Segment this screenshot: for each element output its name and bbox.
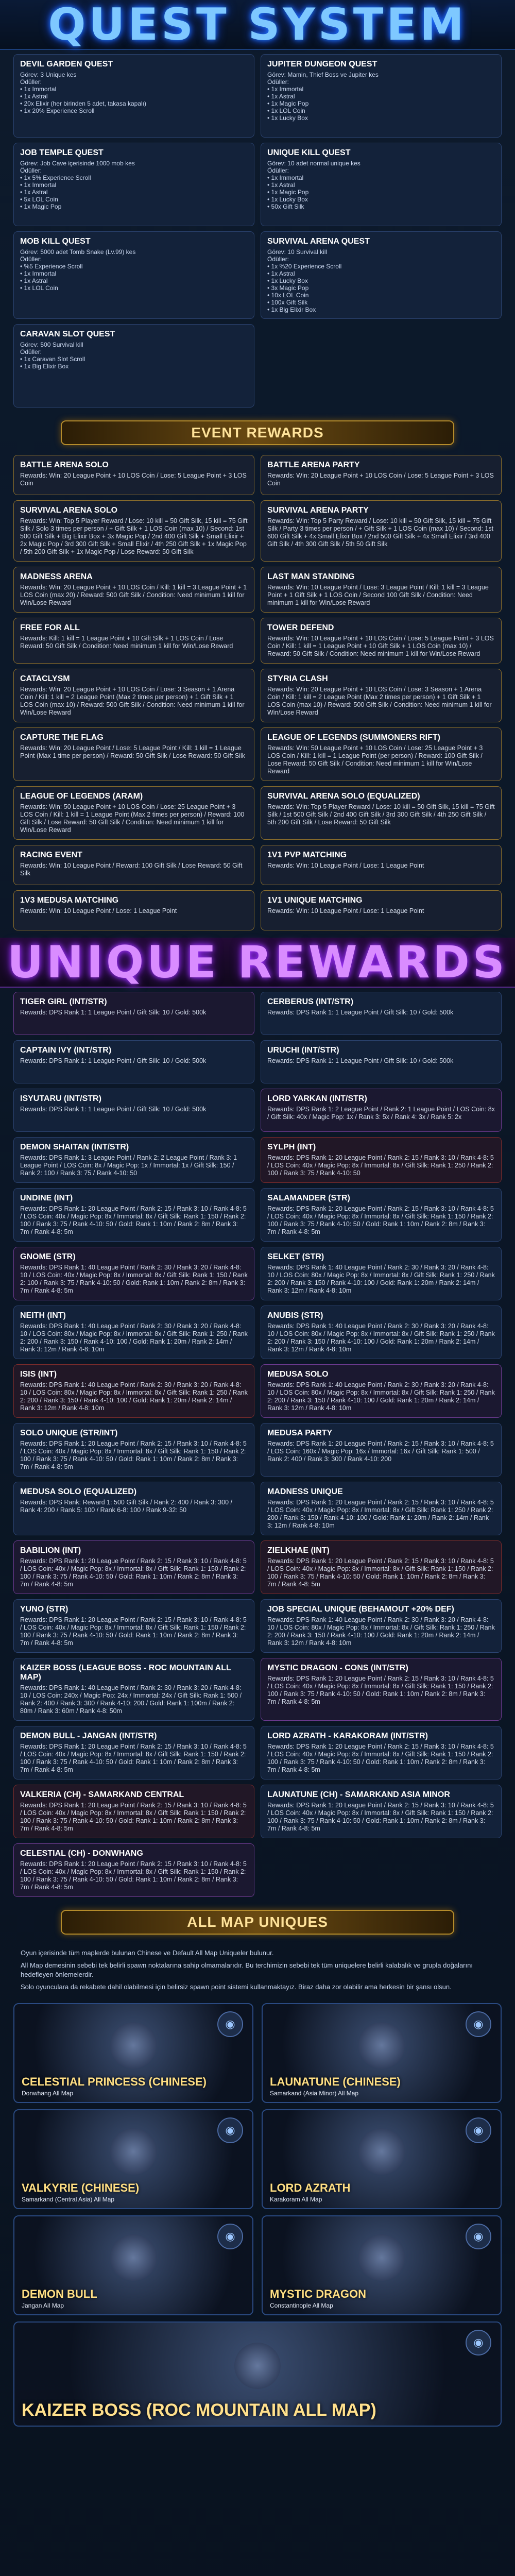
unique-title: ISIS (INT)	[20, 1370, 57, 1379]
tile-label	[270, 2287, 366, 2309]
event-title: TOWER DEFEND	[267, 623, 334, 632]
event-title: SURVIVAL ARENA PARTY	[267, 506, 369, 515]
map-pin-icon: ◉	[217, 2224, 243, 2249]
quest-line: • 1x Astral	[267, 270, 295, 277]
event-reward-card	[13, 890, 254, 930]
event-reward-text: Rewards: Win: 20 League Point + 10 LOS Coin / Lose: 3 Season + 1 Arena Coin / Kill: 1 kill = 2 League Point (Max 2 times per person) + 1 Gift Silk + 1 LOS Coin (max 10) / Reward: 500 Gift Silk / Condition: Need minimum 1 kill for Win/Lose Reward	[20, 686, 245, 716]
quest-card	[13, 54, 254, 138]
unique-reward-card	[261, 1726, 502, 1780]
unique-reward-card	[13, 1540, 254, 1594]
unique-hero-title: UNIQUE REWARDS	[7, 936, 508, 988]
quest-line: Ödüller:	[20, 78, 42, 86]
map-unique-tile[interactable]	[13, 2003, 253, 2103]
quest-line: • 1x Big Elixir Box	[267, 306, 316, 313]
event-title: LEAGUE OF LEGENDS (ARAM)	[20, 792, 143, 801]
quest-card	[261, 143, 502, 226]
event-title: SURVIVAL ARENA SOLO (EQUALIZED)	[267, 792, 420, 801]
all-map-description	[0, 1940, 515, 1998]
unique-reward-text: Rewards: DPS Rank 1: 1 League Point / Gift Silk: 10 / Gold: 500k	[20, 1009, 207, 1016]
tile-label	[270, 2181, 350, 2203]
event-reward-card	[261, 727, 502, 781]
unique-reward-card	[261, 1658, 502, 1721]
event-title: STYRIA CLASH	[267, 674, 328, 683]
tile-subtitle: Constantinople All Map	[270, 2302, 333, 2309]
unique-reward-card	[13, 1089, 254, 1132]
quest-line: • 20x Elixir (her birinden 5 adet, takasa kapalı)	[20, 100, 146, 107]
unique-reward-text: Rewards: DPS Rank 1: 20 League Point / Rank 2: 15 / Rank 3: 10 / Rank 4-8: 5 / LOS Coin: 40x / Magic Pop: 8x / Immortal: 8x / Gift Silk: Rank 1: 150 / Rank 2: 100 / Rank 3: 75 / Rank 4-10: 50 / Gold: Rank 1: 10m / Rank 2: 8m / Rank 3: 7m / Rank 4-8: 5m	[20, 1802, 247, 1832]
tile-subtitle: Karakoram All Map	[270, 2196, 322, 2203]
unique-title: SYLPH (INT)	[267, 1143, 316, 1151]
unique-reward-text: Rewards: DPS Rank 1: 20 League Point / Rank 2: 15 / Rank 3: 10 / Rank 4-8: 5 / LOS Coin: 40x / Magic Pop: 8x / Immortal: 8x / Gift Silk: Rank 1: 250 / Rank 2: 100 / Rank 3: 75 / Rank 4-10: 50	[267, 1154, 494, 1177]
unique-title: GNOME (STR)	[20, 1252, 76, 1261]
map-unique-tile[interactable]	[13, 2321, 502, 2427]
unique-title: TIGER GIRL (INT/STR)	[20, 997, 107, 1006]
unique-reward-card	[261, 1540, 502, 1594]
event-title: MADNESS ARENA	[20, 572, 93, 581]
event-reward-card	[13, 455, 254, 495]
event-rewards-banner	[61, 420, 454, 445]
quest-line: • 1x Magic Pop	[20, 203, 62, 210]
unique-reward-card	[13, 1423, 254, 1477]
unique-title: ISYUTARU (INT/STR)	[20, 1094, 101, 1103]
tile-name: LORD AZRATH	[270, 2181, 351, 2194]
unique-title: SOLO UNIQUE (STR/INT)	[20, 1429, 118, 1437]
quest-card	[13, 143, 254, 226]
quest-line: • 1x Immortal	[267, 86, 304, 93]
quest-line: • 100x Gift Silk	[267, 299, 308, 306]
unique-title: LORD AZRATH - KARAKORAM (INT/STR)	[267, 1732, 428, 1740]
unique-reward-text: Rewards: DPS Rank 1: 20 League Point / Rank 2: 15 / Rank 3: 10 / Rank 4-8: 5 / LOS Coin: 40x / Magic Pop: 8x / Immortal: 8x / Gift Silk: Rank 1: 150 / Rank 2: 100 / Rank 3: 75 / Rank 4-10: 50 / Gold: Rank 1: 10m / Rank 2: 8m / Rank 3: 7m / Rank 4-8: 5m	[20, 1743, 247, 1773]
tile-label	[22, 2075, 207, 2097]
unique-title: SELKET (STR)	[267, 1252, 324, 1261]
tile-name: LAUNATUNE (CHINESE)	[270, 2075, 401, 2088]
event-reward-card	[13, 567, 254, 613]
map-pin-icon: ◉	[466, 2330, 491, 2355]
unique-title: CERBERUS (INT/STR)	[267, 997, 354, 1006]
unique-reward-card	[261, 1247, 502, 1300]
quest-line: Görev: Mamin, Thief Boss ve Jupiter kes	[267, 71, 379, 78]
quest-line: • 3x Magic Pop	[267, 284, 309, 292]
unique-reward-card	[13, 1306, 254, 1359]
quest-card	[261, 231, 502, 319]
event-reward-text: Rewards: Win: 20 League Point + 10 LOS Coin / Lose: 5 League Point + 3 LOS Coin	[267, 472, 494, 487]
event-reward-text: Rewards: Win: 20 League Point / Lose: 5 League Point / Kill: 1 kill = 1 League Point (Max 1 time per person) / Reward: 50 Gift Silk / Lose Reward: 50 Gift Silk	[20, 744, 245, 759]
event-reward-card	[13, 618, 254, 664]
unique-reward-text: Rewards: DPS Rank 1: 20 League Point / Rank 2: 15 / Rank 3: 10 / Rank 4-8: 5 / LOS Coin: 40x / Magic Pop: 8x / Immortal: 8x / Gift Silk: Rank 1: 250 / Rank 2: 200 / Rank 3: 150 / Rank 4-10: 100 / Gold: Rank 1: 20m / Rank 2: 14m / Rank 3: 12m / Rank 4-8: 10m	[267, 1499, 494, 1529]
quest-title: SURVIVAL ARENA QUEST	[267, 237, 370, 246]
unique-title: CAPTAIN IVY (INT/STR)	[20, 1046, 112, 1055]
unique-title: NEITH (INT)	[20, 1311, 66, 1320]
event-reward-text: Rewards: Win: 50 League Point + 10 LOS Coin / Lose: 25 League Point + 3 LOS Coin / Kill: 1 kill = 1 League Point (Max 2 times per person) / Reward: 100 Gift Silk / Lose Reward: 50 Gift Silk / Condition: Need minimum 1 kill for Win/Lose Reward	[20, 803, 245, 834]
quest-line: • 1x LOL Coin	[267, 107, 305, 114]
map-paragraph: Solo oyunculara da rekabete dahil olabilmesi için belirsiz spawn point sistemi kullanmaktayız. Biraz daha zor olabilir ama herkesin bir şansı olsun.	[21, 1983, 452, 1991]
unique-title: MYSTIC DRAGON - CONS (INT/STR)	[267, 1664, 408, 1672]
event-reward-card	[261, 669, 502, 722]
event-reward-card	[261, 618, 502, 664]
unique-reward-card	[13, 1482, 254, 1535]
map-pin-icon: ◉	[466, 2224, 491, 2249]
unique-title: MADNESS UNIQUE	[267, 1487, 343, 1496]
quest-line: Görev: 10 Survival kill	[267, 248, 328, 256]
unique-reward-text: Rewards: DPS Rank 1: 1 League Point / Gift Silk: 10 / Gold: 500k	[20, 1057, 207, 1064]
event-reward-card	[13, 786, 254, 840]
event-title: SURVIVAL ARENA SOLO	[20, 506, 118, 515]
unique-reward-text: Rewards: DPS Rank: Reward 1: 500 Gift Silk / Rank 2: 400 / Rank 3: 300 / Rank 4: 200 / Rank 5: 100 / Rank 6-8: 100 / Rank 9-32: 50	[20, 1499, 232, 1514]
unique-title: CELESTIAL (CH) - DONWHANG	[20, 1849, 143, 1858]
quest-title: MOB KILL QUEST	[20, 237, 91, 246]
unique-title: DEMON BULL - JANGAN (INT/STR)	[20, 1732, 157, 1740]
unique-title: UNDINE (INT)	[20, 1194, 73, 1202]
event-reward-text: Rewards: Win: 20 League Point + 10 LOS Coin / Lose: 5 League Point + 3 LOS Coin	[20, 472, 247, 487]
quest-line: Görev: Job Cave içerisinde 1000 mob kes	[20, 160, 135, 167]
all-map-banner	[61, 1910, 454, 1935]
unique-reward-text: Rewards: DPS Rank 1: 20 League Point / Rank 2: 15 / Rank 3: 10 / Rank 4-8: 5 / LOS Coin: 40x / Magic Pop: 8x / Immortal: 8x / Gift Silk: Rank 1: 150 / Rank 2: 100 / Rank 3: 75 / Rank 4-10: 50 / Gold: Rank 1: 10m / Rank 2: 8m / Rank 3: 7m / Rank 4-8: 5m	[20, 1616, 247, 1647]
event-title: CAPTURE THE FLAG	[20, 733, 104, 742]
unique-reward-text: Rewards: DPS Rank 1: 20 League Point / Rank 2: 15 / Rank 3: 10 / Rank 4-8: 5 / LOS Coin: 40x / Magic Pop: 8x / Immortal: 8x / Gift Silk: Rank 1: 150 / Rank 2: 100 / Rank 3: 75 / Rank 4-10: 50 / Gold: Rank 1: 10m / Rank 2: 8m / Rank 3: 7m / Rank 4-8: 5m	[267, 1675, 494, 1705]
quest-line: • %5 Experience Scroll	[20, 263, 83, 270]
boss-artwork-icon	[110, 2128, 157, 2175]
quest-line: • 1x Immortal	[20, 86, 57, 93]
tile-name: KAIZER BOSS (ROC MOUNTAIN ALL MAP)	[22, 2400, 376, 2420]
tile-name: VALKYRIE (CHINESE)	[22, 2181, 140, 2194]
quest-hero-title: QUEST SYSTEM	[48, 0, 467, 50]
quest-line: • 1x Lucky Box	[267, 114, 308, 122]
event-title: CATACLYSM	[20, 674, 70, 683]
event-title: BATTLE ARENA SOLO	[20, 461, 109, 469]
unique-reward-card	[13, 1188, 254, 1242]
quest-hero-banner	[0, 0, 515, 50]
quest-line: • 1x Immortal	[20, 181, 57, 189]
quest-grid	[0, 50, 515, 415]
unique-reward-card	[261, 1137, 502, 1183]
quest-line: • 1x Astral	[267, 181, 295, 189]
unique-reward-card	[13, 1040, 254, 1083]
quest-line: Ödüller:	[267, 167, 289, 174]
unique-reward-text: Rewards: DPS Rank 1: 40 League Point / Rank 2: 30 / Rank 3: 20 / Rank 4-8: 10 / LOS Coin: 80x / Magic Pop: 8x / Immortal: 8x / Gift Silk: Rank 1: 250 / Rank 2: 200 / Rank 3: 150 / Rank 4-10: 100 / Gold: Rank 1: 20m / Rank 2: 14m / Rank 3: 12m / Rank 4-8: 10m	[267, 1323, 495, 1353]
unique-reward-text: Rewards: DPS Rank 1: 20 League Point / Rank 2: 15 / Rank 3: 10 / Rank 4-8: 5 / LOS Coin: 40x / Magic Pop: 8x / Immortal: 8x / Gift Silk: Rank 1: 150 / Rank 2: 100 / Rank 3: 75 / Rank 4-10: 50 / Gold: Rank 1: 10m / Rank 2: 8m / Rank 3: 7m / Rank 4-8: 5m	[20, 1860, 247, 1891]
quest-line: Ödüller:	[20, 348, 42, 355]
event-reward-card	[13, 845, 254, 885]
event-reward-text: Rewards: Win: 10 League Point / Lose: 1 League Point	[20, 907, 177, 914]
map-unique-tile[interactable]	[262, 2003, 502, 2103]
unique-reward-text: Rewards: DPS Rank 1: 2 League Point / Rank 2: 1 League Point / LOS Coin: 8x / Gift Silk: 40x / Magic Pop: 1x / Rank 3: 5x / Rank 4: 3x / Rank 5: 2x	[267, 1106, 495, 1121]
quest-line: Görev: 500 Survival kill	[20, 341, 83, 348]
event-reward-card	[13, 669, 254, 722]
event-title: LAST MAN STANDING	[267, 572, 355, 581]
event-title: FREE FOR ALL	[20, 623, 80, 632]
event-reward-card	[261, 500, 502, 562]
unique-reward-card	[261, 992, 502, 1035]
quest-line: • 1x Lucky Box	[267, 196, 308, 203]
tile-subtitle: Donwhang All Map	[22, 2090, 74, 2097]
unique-reward-text: Rewards: DPS Rank 1: 40 League Point / Rank 2: 30 / Rank 3: 20 / Rank 4-8: 10 / LOS Coin: 80x / Magic Pop: 8x / Immortal: 8x / Gift Silk: Rank 1: 250 / Rank 2: 200 / Rank 3: 150 / Rank 4-10: 100 / Gold: Rank 1: 20m / Rank 2: 14m / Rank 3: 12m / Rank 4-8: 10m	[20, 1323, 248, 1353]
boss-artwork-icon	[358, 2128, 405, 2175]
unique-title: ANUBIS (STR)	[267, 1311, 323, 1320]
event-reward-text: Rewards: Win: 20 League Point + 10 LOS Coin / Kill: 1 kill = 3 League Point + 1 LOS Coin (max 20) / Reward: 500 Gift Silk / Condition: Need minimum 1 kill for Win/Lose Reward	[20, 584, 247, 606]
all-map-grid	[0, 1998, 515, 2436]
quest-title: DEVIL GARDEN QUEST	[20, 60, 113, 69]
unique-title: SALAMANDER (STR)	[267, 1194, 350, 1202]
unique-title: KAIZER BOSS (LEAGUE BOSS - ROC MOUNTAIN ALL MAP)	[20, 1664, 231, 1682]
event-reward-text: Rewards: Win: 50 League Point + 10 LOS Coin / Lose: 25 League Point + 3 LOS Coin / Kill: 1 kill = 1 League Point (per person) / Reward: 100 Gift Silk / Lose Reward: 50 Gift Silk / Condition: Need minimum 1 kill for Win/Lose Reward	[267, 744, 483, 775]
map-pin-icon: ◉	[217, 2011, 243, 2037]
event-reward-text: Rewards: Win: Top 5 Party Reward / Lose: 10 kill = 50 Gift Silk, 15 kill = 75 Gift Silk / Party 3 times per person / + Gift Silk + 1 LOS Coin (max 10) / Second: 1st 600 Gift Silk + 4x Small Elixir Box / 2nd 500 Gift Silk + 4x Small Elixir / 3rd 400 Gift Silk / 4th 300 Gift Silk / 5th 50 Gift Silk	[267, 517, 494, 548]
all-map-title: ALL MAP UNIQUES	[187, 1914, 328, 1930]
unique-reward-text: Rewards: DPS Rank 1: 20 League Point / Rank 2: 15 / Rank 3: 10 / Rank 4-8: 5 / LOS Coin: 40x / Magic Pop: 8x / Immortal: 8x / Gift Silk: Rank 1: 150 / Rank 2: 100 / Rank 3: 75 / Rank 4-10: 50 / Gold: Rank 1: 10m / Rank 2: 8m / Rank 3: 7m / Rank 4-8: 5m	[267, 1802, 494, 1832]
event-title: 1V3 MEDUSA MATCHING	[20, 896, 119, 905]
unique-title: YUNO (STR)	[20, 1605, 68, 1614]
quest-line: • 1x Immortal	[20, 270, 57, 277]
unique-reward-text: Rewards: DPS Rank 1: 40 League Point / Rank 2: 30 / Rank 3: 20 / Rank 4-8: 10 / LOS Coin: 80x / Magic Pop: 8x / Immortal: 8x / Gift Silk: Rank 1: 250 / Rank 2: 200 / Rank 3: 150 / Rank 4-10: 100 / Gold: Rank 1: 20m / Rank 2: 14m / Rank 3: 12m / Rank 4-8: 10m	[267, 1381, 495, 1412]
event-reward-card	[13, 727, 254, 781]
unique-reward-card	[261, 1364, 502, 1418]
quest-line: Görev: 5000 adet Tomb Snake (Lv.99) kes	[20, 248, 136, 256]
all-map-band	[0, 1904, 515, 1940]
map-unique-tile[interactable]	[13, 2109, 253, 2209]
unique-reward-text: Rewards: DPS Rank 1: 20 League Point / Rank 2: 15 / Rank 3: 10 / Rank 4-8: 5 / LOS Coin: 40x / Magic Pop: 8x / Immortal: 8x / Gift Silk: Rank 1: 150 / Rank 2: 100 / Rank 3: 75 / Rank 4-10: 50 / Gold: Rank 1: 10m / Rank 2: 8m / Rank 3: 7m / Rank 4-8: 5m	[20, 1557, 247, 1588]
unique-reward-text: Rewards: DPS Rank 1: 40 League Point / Rank 2: 30 / Rank 3: 20 / Rank 4-8: 10 / LOS Coin: 80x / Magic Pop: 8x / Immortal: 8x / Gift Silk: Rank 1: 250 / Rank 2: 200 / Rank 3: 150 / Rank 4-10: 100 / Gold: Rank 1: 20m / Rank 2: 14m / Rank 3: 12m / Rank 4-8: 10m	[20, 1381, 248, 1412]
unique-reward-card	[13, 1726, 254, 1780]
quest-title: JOB TEMPLE QUEST	[20, 148, 104, 157]
quest-card	[261, 54, 502, 138]
unique-title: VALKERIA (CH) - SAMARKAND CENTRAL	[20, 1790, 184, 1799]
tile-label	[22, 2400, 376, 2420]
event-rewards-title: EVENT REWARDS	[191, 425, 324, 440]
boss-artwork-icon	[110, 2234, 157, 2281]
unique-reward-card	[13, 1247, 254, 1300]
event-reward-card	[261, 845, 502, 885]
map-pin-icon: ◉	[466, 2011, 491, 2037]
quest-line: Ödüller:	[20, 167, 42, 174]
event-reward-text: Rewards: Win: Top 5 Player Reward / Lose: 10 kill = 50 Gift Silk, 15 kill = 75 Gift Silk / 1st 500 Gift Silk / 2nd 400 Gift Silk / 3rd 300 Gift Silk / 4th 250 Gift Silk / 5th 200 Gift Silk / Lose Reward: 50 Gift Silk	[267, 803, 495, 826]
event-reward-text: Rewards: Win: 10 League Point / Lose: 1 League Point	[267, 862, 424, 869]
unique-reward-text: Rewards: DPS Rank 1: 20 League Point / Rank 2: 15 / Rank 3: 10 / Rank 4-8: 5 / LOS Coin: 160x / Magic Pop: 16x / Immortal: 16x / Gift Silk: Rank 1: 500 / Rank 2: 400 / Rank 3: 300 / Rank 4-10: 200	[267, 1440, 494, 1463]
map-unique-tile[interactable]	[262, 2109, 502, 2209]
unique-reward-text: Rewards: DPS Rank 1: 20 League Point / Rank 2: 15 / Rank 3: 10 / Rank 4-8: 5 / LOS Coin: 40x / Magic Pop: 8x / Immortal: 8x / Gift Silk: Rank 1: 150 / Rank 2: 100 / Rank 3: 75 / Rank 4-10: 50 / Gold: Rank 1: 10m / Rank 2: 8m / Rank 3: 7m / Rank 4-8: 5m	[267, 1205, 494, 1235]
event-rewards-band	[0, 415, 515, 451]
tile-subtitle: Samarkand (Central Asia) All Map	[22, 2196, 115, 2203]
map-unique-tile[interactable]	[262, 2215, 502, 2315]
quest-line: • 1x Astral	[20, 277, 48, 284]
unique-title: LORD YARKAN (INT/STR)	[267, 1094, 367, 1103]
event-reward-card	[261, 567, 502, 613]
unique-title: MEDUSA PARTY	[267, 1429, 333, 1437]
unique-title: DEMON SHAITAN (INT/STR)	[20, 1143, 129, 1151]
event-title: 1V1 PVP MATCHING	[267, 851, 347, 859]
quest-line: • 1x Immortal	[267, 174, 304, 181]
map-pin-icon: ◉	[217, 2117, 243, 2143]
unique-reward-card	[261, 1040, 502, 1083]
event-title: RACING EVENT	[20, 851, 82, 859]
unique-reward-card	[13, 1364, 254, 1418]
quest-line: Görev: 3 Unique kes	[20, 71, 77, 78]
unique-reward-text: Rewards: DPS Rank 1: 20 League Point / Rank 2: 15 / Rank 3: 10 / Rank 4-8: 5 / LOS Coin: 40x / Magic Pop: 8x / Immortal: 8x / Gift Silk: Rank 1: 150 / Rank 2: 100 / Rank 3: 75 / Rank 4-10: 50 / Gold: Rank 1: 10m / Rank 2: 8m / Rank 3: 7m / Rank 4-8: 5m	[20, 1440, 247, 1470]
unique-reward-text: Rewards: DPS Rank 1: 40 League Point / Rank 2: 30 / Rank 3: 20 / Rank 4-8: 10 / LOS Coin: 80x / Magic Pop: 8x / Immortal: 8x / Gift Silk: Rank 1: 250 / Rank 2: 200 / Rank 3: 150 / Rank 4-10: 100 / Gold: Rank 1: 20m / Rank 2: 14m / Rank 3: 12m / Rank 4-8: 10m	[267, 1616, 495, 1647]
event-reward-text: Rewards: Kill: 1 kill = 1 League Point + 10 Gift Silk + 1 LOS Coin / Lose Reward: 50 Gift Silk / Condition: Need minimum 1 kill for Win/Lose Reward	[20, 635, 233, 650]
quest-line: • 1x 5% Experience Scroll	[20, 174, 91, 181]
unique-reward-card	[261, 1423, 502, 1477]
quest-card	[13, 231, 254, 319]
unique-reward-card	[13, 1843, 254, 1897]
quest-line: • 50x Gift Silk	[267, 203, 304, 210]
quest-line: • 1x Big Elixir Box	[20, 363, 69, 370]
event-rewards-grid	[0, 451, 515, 938]
event-title: BATTLE ARENA PARTY	[267, 461, 360, 469]
tile-name: CELESTIAL PRINCESS (CHINESE)	[22, 2075, 207, 2088]
unique-title: JOB SPECIAL UNIQUE (BEHAMOUT +20% DEF)	[267, 1605, 454, 1614]
map-unique-tile[interactable]	[13, 2215, 253, 2315]
unique-reward-card	[13, 1785, 254, 1838]
quest-line: • 1x Astral	[20, 93, 48, 100]
unique-title: MEDUSA SOLO (EQUALIZED)	[20, 1487, 137, 1496]
unique-hero-banner	[0, 938, 515, 988]
quest-line: • 1x Magic Pop	[267, 189, 309, 196]
unique-reward-text: Rewards: DPS Rank 1: 1 League Point / Gift Silk: 10 / Gold: 500k	[20, 1106, 207, 1113]
quest-line: Görev: 10 adet normal unique kes	[267, 160, 360, 167]
unique-reward-text: Rewards: DPS Rank 1: 40 League Point / Rank 2: 30 / Rank 3: 20 / Rank 4-8: 10 / LOS Coin: 80x / Magic Pop: 8x / Immortal: 8x / Gift Silk: Rank 1: 250 / Rank 2: 200 / Rank 3: 150 / Rank 4-10: 100 / Gold: Rank 1: 20m / Rank 2: 14m / Rank 3: 12m / Rank 4-8: 10m	[267, 1264, 495, 1294]
quest-line: Ödüller:	[267, 78, 289, 86]
unique-title: ZIELKHAE (INT)	[267, 1546, 330, 1555]
unique-reward-text: Rewards: DPS Rank 1: 20 League Point / Rank 2: 15 / Rank 3: 10 / Rank 4-8: 5 / LOS Coin: 40x / Magic Pop: 8x / Immortal: 8x / Gift Silk: Rank 1: 150 / Rank 2: 100 / Rank 3: 75 / Rank 4-10: 50 / Gold: Rank 1: 10m / Rank 2: 8m / Rank 3: 7m / Rank 4-8: 5m	[20, 1205, 247, 1235]
tile-name: MYSTIC DRAGON	[270, 2287, 366, 2300]
map-paragraph: Oyun içerisinde tüm maplerde bulunan Chinese ve Default All Map Uniqueler bulunur.	[21, 1949, 274, 1957]
event-reward-text: Rewards: Win: 10 League Point / Reward: 100 Gift Silk / Lose Reward: 50 Gift Silk	[20, 862, 243, 877]
tile-label	[22, 2287, 97, 2309]
unique-reward-text: Rewards: DPS Rank 1: 1 League Point / Gift Silk: 10 / Gold: 500k	[267, 1057, 454, 1064]
event-reward-text: Rewards: Win: 20 League Point + 10 LOS Coin / Lose: 3 Season + 1 Arena Coin / Kill: 1 kill = 2 League Point (Max 2 times per person) + 1 Gift Silk + 1 LOS Coin (max 10) / Reward: 500 Gift Silk / Condition: Need minimum 1 kill for Win/Lose Reward	[267, 686, 492, 716]
unique-reward-card	[13, 1658, 254, 1721]
event-reward-text: Rewards: Win: 10 League Point / Lose: 1 League Point	[267, 907, 424, 914]
quest-line: • 1x %20 Experience Scroll	[267, 263, 342, 270]
tile-name: DEMON BULL	[22, 2287, 97, 2300]
unique-reward-text: Rewards: DPS Rank 1: 20 League Point / Rank 2: 15 / Rank 3: 10 / Rank 4-8: 5 / LOS Coin: 40x / Magic Pop: 8x / Immortal: 8x / Gift Silk: Rank 1: 150 / Rank 2: 100 / Rank 3: 75 / Rank 4-10: 50 / Gold: Rank 1: 10m / Rank 2: 8m / Rank 3: 7m / Rank 4-8: 5m	[267, 1743, 494, 1773]
unique-reward-text: Rewards: DPS Rank 1: 1 League Point / Gift Silk: 10 / Gold: 500k	[267, 1009, 454, 1016]
event-reward-card	[261, 786, 502, 840]
event-reward-text: Rewards: Win: Top 5 Player Reward / Lose: 10 kill = 50 Gift Silk, 15 kill = 75 Gift Silk / Solo 3 times per person / + Gift Silk + 1 LOS Coin (max 10) / Second: 1st 500 Gift Silk + Big Elixir Box + 3x Magic Pop / 2nd 400 Gift Silk + Small Elixir + 2x Magic Pop / 3rd 300 Gift Silk + Small Elixir / 4th 250 Gift Silk + 1x Magic Pop / 5th 200 Gift Silk + 1x Magic Pop / Lose Reward: 50 Gift Silk	[20, 517, 248, 555]
map-paragraph: All Map demesinin sebebi tek belirli spawn noktalarına sahip olmamalarıdır. Bu terchimizin sebebi tek tüm uniquelere belirli kalabalık ve grupla doğalarını hedefleyen önlemelerdir.	[21, 1961, 473, 1978]
quest-line: Ödüller:	[20, 256, 42, 263]
tile-label	[270, 2075, 401, 2097]
event-title: 1V1 UNIQUE MATCHING	[267, 896, 363, 905]
unique-reward-card	[13, 1137, 254, 1183]
boss-artwork-icon	[358, 2022, 405, 2069]
quest-line: • 1x 20% Experience Scroll	[20, 107, 95, 114]
boss-artwork-icon	[358, 2234, 405, 2281]
event-reward-text: Rewards: Win: 10 League Point / Lose: 3 League Point / Kill: 1 kill = 3 League Point + 1 Gift Silk + 1 LOS Coin / Second 100 Gift Silk / Condition: Need minimum 1 kill for Win/Lose Reward	[267, 584, 489, 606]
boss-artwork-icon	[234, 2343, 281, 2389]
unique-reward-text: Rewards: DPS Rank 1: 3 League Point / Rank 2: 2 League Point / Rank 3: 1 League Point / LOS Coin: 8x / Magic Pop: 1x / Immortal: 1x / Gift Silk: 150 / Rank 2: 100 / Rank 3: 75 / Rank 4-10: 50	[20, 1154, 237, 1177]
unique-reward-card	[261, 1306, 502, 1359]
unique-reward-card	[261, 1785, 502, 1838]
quest-line: • 1x LOL Coin	[20, 284, 58, 292]
map-pin-icon: ◉	[466, 2117, 491, 2143]
quest-line: • 1x Magic Pop	[267, 100, 309, 107]
unique-reward-text: Rewards: DPS Rank 1: 20 League Point / Rank 2: 15 / Rank 3: 10 / Rank 4-8: 5 / LOS Coin: 40x / Magic Pop: 8x / Immortal: 8x / Gift Silk: Rank 1: 150 / Rank 2: 100 / Rank 3: 75 / Rank 4-10: 50 / Gold: Rank 1: 10m / Rank 2: 8m / Rank 3: 7m / Rank 4-8: 5m	[267, 1557, 494, 1588]
unique-title: BABILION (INT)	[20, 1546, 81, 1555]
quest-line: Ödüller:	[267, 256, 289, 263]
quest-line: • 10x LOL Coin	[267, 292, 309, 299]
quest-line: • 1x Astral	[267, 93, 295, 100]
unique-reward-card	[261, 1482, 502, 1535]
unique-title: MEDUSA SOLO	[267, 1370, 329, 1379]
unique-reward-card	[261, 1089, 502, 1132]
unique-reward-text: Rewards: DPS Rank 1: 40 League Point / Rank 2: 30 / Rank 3: 20 / Rank 4-8: 10 / LOS Coin: 40x / Magic Pop: 8x / Immortal: 8x / Gift Silk: Rank 1: 150 / Rank 2: 100 / Rank 3: 75 / Rank 4-10: 50 / Gold: Rank 1: 10m / Rank 2: 8m / Rank 3: 7m / Rank 4-8: 5m	[20, 1264, 248, 1294]
quest-title: JUPITER DUNGEON QUEST	[267, 60, 377, 69]
unique-reward-card	[13, 992, 254, 1035]
event-reward-card	[261, 890, 502, 930]
unique-rewards-grid	[0, 988, 515, 1904]
unique-reward-card	[261, 1188, 502, 1242]
event-reward-card	[13, 500, 254, 562]
boss-artwork-icon	[110, 2022, 157, 2069]
quest-title: CARAVAN SLOT QUEST	[20, 330, 115, 338]
event-title: LEAGUE OF LEGENDS (SUMMONERS RIFT)	[267, 733, 440, 742]
tile-subtitle: Samarkand (Asia Minor) All Map	[270, 2090, 359, 2097]
quest-line: • 1x Caravan Slot Scroll	[20, 355, 85, 363]
unique-reward-text: Rewards: DPS Rank 1: 40 League Point / Rank 2: 30 / Rank 3: 20 / Rank 4-8: 10 / LOS Coin: 240x / Magic Pop: 24x / Immortal: 24x / Gift Silk: Rank 1: 500 / Rank 2: 400 / Rank 3: 300 / Rank 4-10: 200 / Gold: Rank 1: 100m / Rank 2: 80m / Rank 3: 60m / Rank 4-8: 50m	[20, 1684, 242, 1715]
quest-line: • 1x Lucky Box	[267, 277, 308, 284]
quest-line: • 5x LOL Coin	[20, 196, 58, 203]
event-reward-text: Rewards: Win: 10 League Point + 10 LOS Coin / Lose: 5 League Point + 3 LOS Coin / Kill: 1 kill = 1 League Point + 10 Gift Silk + 1 LOS Coin (max 10) / Reward: 50 Gift Silk / Condition: Need minimum 1 kill for Win/Lose Reward	[267, 635, 494, 657]
unique-title: URUCHI (INT/STR)	[267, 1046, 339, 1055]
unique-title: LAUNATUNE (CH) - SAMARKAND ASIA MINOR	[267, 1790, 450, 1799]
quest-line: • 1x Astral	[20, 189, 48, 196]
event-reward-card	[261, 455, 502, 495]
tile-subtitle: Jangan All Map	[22, 2302, 64, 2309]
tile-label	[22, 2181, 139, 2203]
quest-card	[13, 324, 254, 408]
unique-reward-card	[13, 1599, 254, 1653]
unique-reward-card	[261, 1599, 502, 1653]
quest-title: UNIQUE KILL QUEST	[267, 148, 351, 157]
